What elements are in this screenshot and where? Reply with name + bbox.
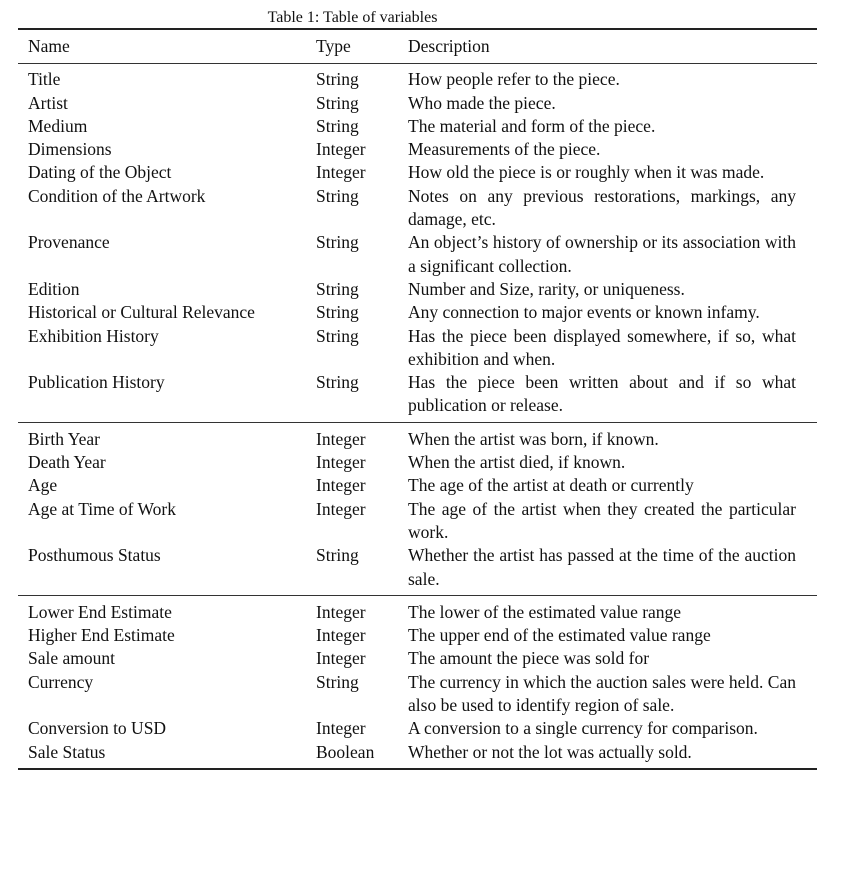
table-row xyxy=(18,301,817,324)
row-group xyxy=(18,423,817,595)
cell-name: Exhibition History xyxy=(28,325,159,346)
cell-description: Measurements of the piece. xyxy=(408,139,601,160)
cell-description: The amount the piece was sold for xyxy=(408,648,650,669)
cell-name: Title xyxy=(28,69,61,90)
table-row xyxy=(18,231,817,278)
cell-description: Has the piece been written about and if so what publication or release. xyxy=(408,372,796,416)
cell-description: Whether the artist has passed at the time of the auction sale. xyxy=(408,545,796,589)
cell-name: Birth Year xyxy=(28,428,100,449)
cell-description: An object’s history of ownership or its association with a significant collection. xyxy=(408,232,796,276)
cell-type: Integer xyxy=(316,718,366,739)
cell-name: Publication History xyxy=(28,372,165,393)
cell-type: String xyxy=(316,372,359,393)
cell-name: Sale Status xyxy=(28,741,106,762)
cell-description: The lower of the estimated value range xyxy=(408,601,682,622)
cell-name: Medium xyxy=(28,115,88,136)
table-row xyxy=(18,474,817,497)
cell-description: Has the piece been displayed somewhere, if so, what exhibition and when. xyxy=(408,325,796,369)
cell-name: Edition xyxy=(28,278,80,299)
table-row xyxy=(18,325,817,372)
cell-type: Integer xyxy=(316,428,366,449)
table-row xyxy=(18,451,817,474)
cell-name: Condition of the Artwork xyxy=(28,185,206,206)
cell-type: Integer xyxy=(316,139,366,160)
cell-name: Posthumous Status xyxy=(28,545,161,566)
cell-name: Conversion to USD xyxy=(28,718,167,739)
cell-description: Number and Size, rarity, or uniqueness. xyxy=(408,278,685,299)
cell-description: Whether or not the lot was actually sold. xyxy=(408,741,692,762)
cell-type: Integer xyxy=(316,625,366,646)
table-body xyxy=(18,64,817,768)
cell-description: The age of the artist at death or currently xyxy=(408,475,694,496)
cell-type: Integer xyxy=(316,498,366,519)
table-row xyxy=(18,428,817,451)
bottom-rule xyxy=(18,768,817,770)
cell-type: Integer xyxy=(316,475,366,496)
cell-type: Boolean xyxy=(316,741,375,762)
table-row xyxy=(18,371,817,418)
cell-description: When the artist was born, if known. xyxy=(408,428,659,449)
cell-type: String xyxy=(316,671,359,692)
cell-name: Currency xyxy=(28,671,94,692)
cell-type: String xyxy=(316,92,359,113)
header-description: Description xyxy=(408,36,490,56)
cell-name: Higher End Estimate xyxy=(28,625,175,646)
header-row xyxy=(18,30,817,63)
cell-description: A conversion to a single currency for comparison. xyxy=(408,718,758,739)
cell-type: Integer xyxy=(316,162,366,183)
cell-description: Notes on any previous restorations, markings, any damage, etc. xyxy=(408,185,796,230)
table-row xyxy=(18,278,817,301)
row-group xyxy=(18,596,817,768)
table-row xyxy=(18,185,817,232)
table-row xyxy=(18,601,817,624)
table-row xyxy=(18,92,817,115)
cell-name: Historical or Cultural Relevance xyxy=(28,302,255,323)
cell-name: Age at Time of Work xyxy=(28,498,176,519)
cell-type: String xyxy=(316,69,359,90)
table-row xyxy=(18,161,817,184)
cell-type: String xyxy=(316,115,359,136)
cell-description: The material and form of the piece. xyxy=(408,115,656,136)
cell-name: Age xyxy=(28,475,58,496)
cell-description: Any connection to major events or known infamy. xyxy=(408,302,760,323)
cell-type: Integer xyxy=(316,452,366,473)
header-name: Name xyxy=(28,36,70,56)
cell-description: How old the piece is or roughly when it was made. xyxy=(408,162,765,183)
cell-name: Lower End Estimate xyxy=(28,601,172,622)
table-row xyxy=(18,717,817,740)
variables-table xyxy=(18,28,817,770)
row-group xyxy=(18,64,817,421)
cell-name: Dimensions xyxy=(28,139,112,160)
cell-name: Death Year xyxy=(28,452,106,473)
cell-type: String xyxy=(316,185,359,206)
cell-name: Sale amount xyxy=(28,648,115,669)
cell-type: String xyxy=(316,232,359,253)
table-row xyxy=(18,624,817,647)
cell-type: String xyxy=(316,278,359,299)
table-row xyxy=(18,498,817,545)
table-caption: Table 1: Table of variables xyxy=(267,9,438,26)
table-row xyxy=(18,741,817,764)
cell-type: Integer xyxy=(316,601,366,622)
cell-type: String xyxy=(316,325,359,346)
cell-type: String xyxy=(316,302,359,323)
table-row xyxy=(18,544,817,591)
table-row xyxy=(18,115,817,138)
table-row xyxy=(18,647,817,670)
cell-type: Integer xyxy=(316,648,366,669)
cell-name: Artist xyxy=(28,92,68,113)
cell-name: Provenance xyxy=(28,232,110,253)
table-row xyxy=(18,68,817,91)
table-row xyxy=(18,138,817,161)
cell-type: String xyxy=(316,545,359,566)
cell-description: How people refer to the piece. xyxy=(408,69,620,90)
cell-description: Who made the piece. xyxy=(408,92,556,113)
header-type: Type xyxy=(316,36,351,56)
cell-description: The upper end of the estimated value range xyxy=(408,625,711,646)
cell-name: Dating of the Object xyxy=(28,162,172,183)
cell-description: When the artist died, if known. xyxy=(408,452,626,473)
cell-description: The currency in which the auction sales were held. Can also be used to identify region of sale. xyxy=(408,671,796,716)
table-row xyxy=(18,671,817,718)
cell-description: The age of the artist when they created the particular work. xyxy=(408,498,796,542)
